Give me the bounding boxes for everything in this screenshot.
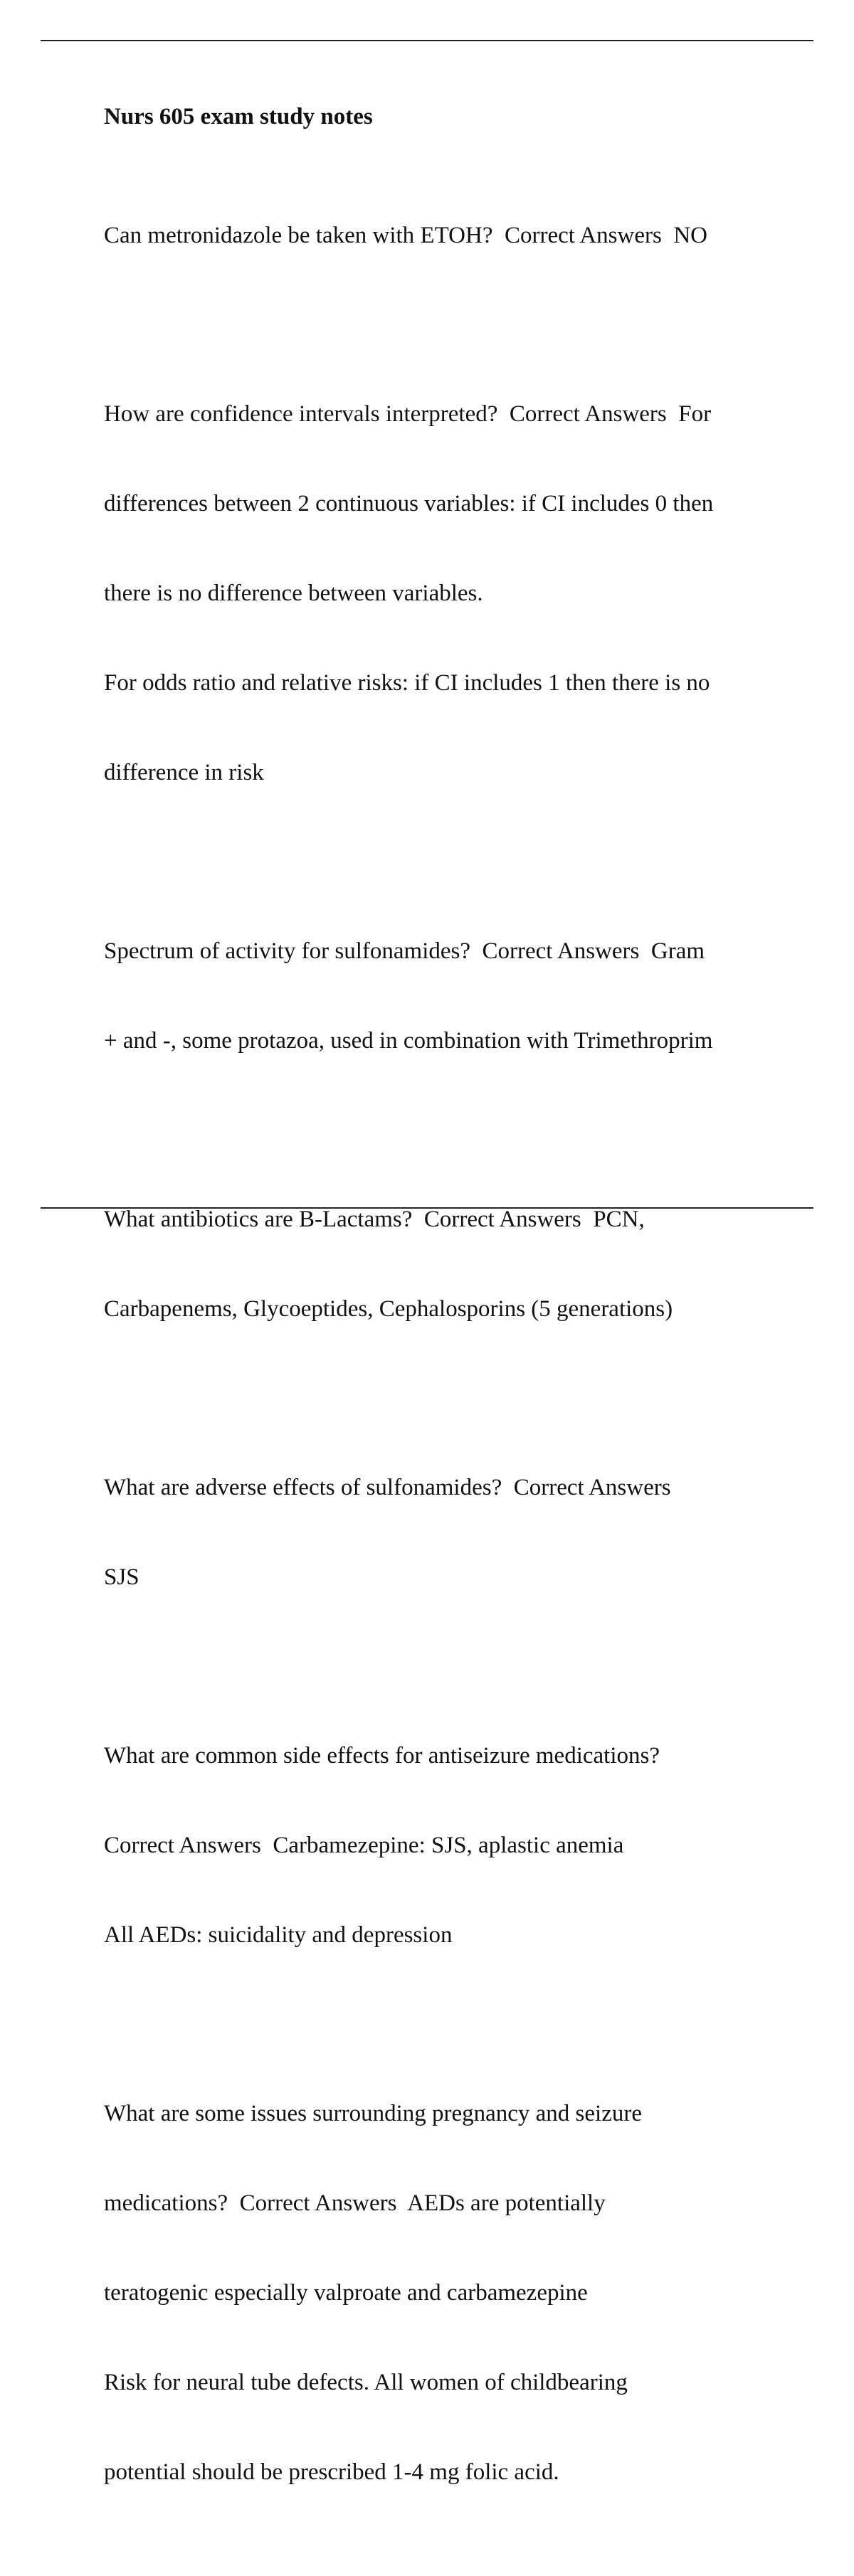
entry-line: Spectrum of activity for sulfonamides? Correct Answers Gram: [104, 938, 705, 964]
qa-entry-b-lactams: [104, 1145, 787, 1384]
entry-line: difference in risk: [104, 760, 264, 785]
entry-line: What antibiotics are B-Lactams? Correct Answers PCN,: [104, 1207, 645, 1232]
bottom-rule: [41, 1207, 813, 1209]
entry-line: How are confidence intervals interpreted? Correct Answers For: [104, 401, 712, 427]
entry-line: Carbapenems, Glycoeptides, Cephalosporins (5 generations): [104, 1296, 673, 1322]
entry-line: What are adverse effects of sulfonamides? Correct Answers: [104, 1475, 671, 1500]
document-title: Nurs 605 exam study notes: [104, 104, 373, 129]
entry-line: + and -, some protazoa, used in combination with Trimethroprim: [104, 1028, 713, 1054]
qa-entry-sulfonamide-adverse-effects: [104, 1413, 787, 1652]
entry-line: potential should be prescribed 1-4 mg folic acid.: [104, 2459, 559, 2485]
qa-entry-sulfonamide-spectrum: [104, 876, 787, 1115]
entry-line: What are common side effects for antiseizure medications?: [104, 1743, 660, 1769]
top-rule: [41, 40, 813, 41]
entry-line: medications? Correct Answers AEDs are potentially: [104, 2190, 606, 2216]
qa-entry-antiseizure-side-effects: [104, 1681, 787, 2010]
document-body: [104, 102, 787, 2576]
entry-line: differences between 2 continuous variables: if CI includes 0 then: [104, 491, 714, 516]
entry-line: All AEDs: suicidality and depression: [104, 1922, 453, 1948]
entry-line: there is no difference between variables.: [104, 581, 483, 606]
entry-line: teratogenic especially valproate and carbamezepine: [104, 2280, 588, 2306]
entry-line: Correct Answers Carbamezepine: SJS, aplastic anemia: [104, 1833, 624, 1858]
entry-line: For odds ratio and relative risks: if CI includes 1 then there is no: [104, 670, 710, 696]
entry-line: SJS: [104, 1564, 139, 1590]
entry-line: Risk for neural tube defects. All women of childbearing: [104, 2370, 628, 2395]
qa-entry-metronidazole: [104, 161, 787, 310]
qa-entry-confidence-intervals: [104, 339, 787, 847]
entry-line: What are some issues surrounding pregnancy and seizure: [104, 2101, 643, 2126]
qa-entry-pregnancy-seizure-meds: [104, 2039, 787, 2547]
entry-line: Can metronidazole be taken with ETOH? Correct Answers NO: [104, 223, 707, 248]
